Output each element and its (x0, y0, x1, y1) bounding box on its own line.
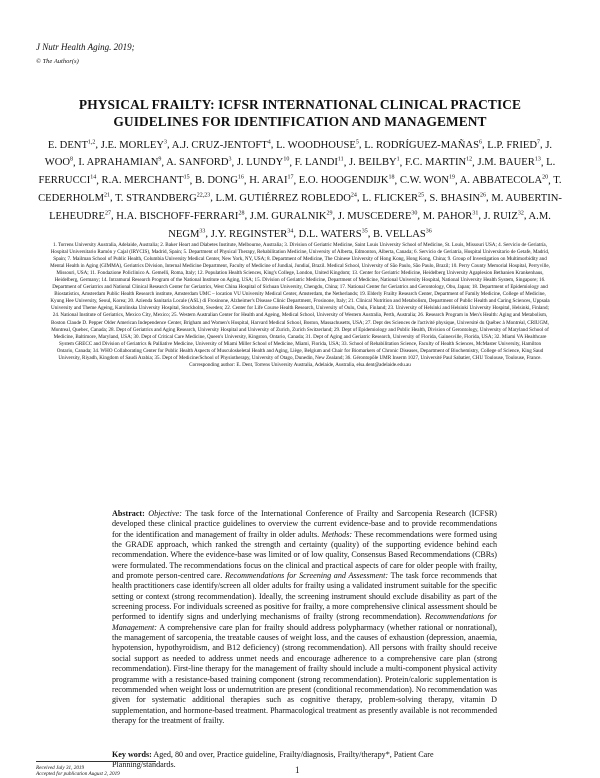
author-name: A.J. CRUZ-JENTOFT (171, 139, 268, 151)
author (249, 175, 293, 186)
copyright-notice: © The Author(s) (36, 58, 79, 65)
article-title (36, 96, 564, 130)
author-name: E. DENT (47, 139, 88, 151)
author-name: L.M. GUTIÉRREZ ROBLEDO (215, 193, 351, 205)
author-affiliation-number: 21 (104, 192, 110, 199)
keywords (112, 750, 497, 771)
author (216, 193, 357, 204)
author-affiliation-number: 20 (542, 174, 549, 181)
author-name: D.L. WATERS (298, 228, 362, 240)
author-affiliation-number: 5 (355, 139, 359, 145)
author-affiliation-number: 12 (466, 156, 473, 163)
author (460, 175, 548, 186)
author (115, 193, 210, 204)
author-name: L. FLICKER (362, 193, 419, 205)
author-name: J. BEILBY (348, 157, 397, 169)
author-list: E. DENT$^{1,2}$, J.E. MORLEY$^3$, A.J. CRUZ-JENTOFT$^4$, L. WOODHOUSE$^5$, L. RODRÍGUEZ-MAÑAS$^6$, L.P. FRIED$^7$, J. WOO$^8$, I. APRAHAMIAN$^9$, A. SANFORD$^3$, J. LUNDY$^{10}$, F. LANDI$^{11}$, J. BEILBY$^1$, F.C. MARTIN$^{12}$, J.M. BAUER$^{13}$, L. FERRUCCI$^{14}$, R.A. MERCHANT$^{15}$, B. DONG$^{16}$, H. ARAI$^{17}$, E.O. HOOGENDIJK$^{18}$, C.W. WON$^{19}$, A. ABBATECOLA$^{20}$, T. CEDERHOLM$^{21}$, T. STRANDBERG$^{22,23}$, L.M. GUTIÉRREZ ROBLEDO$^{24}$, L. FLICKER$^{25}$, S. BHASIN$^{26}$, M. AUBERTIN-LEHEUDRE$^{27}$, H.A. BISCHOFF-FERRARI$^{28}$, J.M. GURALNIK$^{29}$, J. MUSCEDERE$^{30}$, M. PAHOR$^{31}$, J. RUIZ$^{32}$, A.M. NEGM$^{33}$, J.Y. REGINSTER$^{34}$, D.L. WATERS$^{35}$, B. VELLAS$^{36}$ (38, 139, 562, 240)
author (484, 211, 524, 222)
author (276, 140, 359, 151)
author-name: H. ARAI (249, 175, 288, 187)
author (195, 175, 244, 186)
author (349, 157, 400, 168)
author-affiliation-number: 3 (228, 156, 232, 163)
author-affiliation-number: 13 (534, 156, 541, 163)
author-name: I. APRAHAMIAN (78, 157, 159, 169)
author (429, 193, 486, 204)
author (295, 157, 344, 168)
title-line-2: GUIDELINES FOR IDENTIFICATION AND MANAGEMENT (113, 114, 487, 129)
abstract (112, 509, 497, 726)
objective-label: Objective: (148, 509, 182, 518)
author (48, 140, 96, 151)
author (299, 175, 395, 186)
abstract-label: Abstract: (112, 509, 145, 518)
author (373, 229, 432, 240)
author-name: L. WOODHOUSE (276, 139, 356, 151)
author-affiliation-number: 36 (425, 228, 432, 235)
author-name: J.E. MORLEY (100, 139, 164, 151)
author-name: M. PAHOR (422, 210, 473, 222)
management-label: Recommendations for Management: (112, 612, 498, 632)
author-name: J.Y. REGINSTER (210, 228, 288, 240)
author-name: S. BHASIN (429, 193, 481, 205)
author-affiliation-number: 28 (238, 210, 245, 217)
author-affiliation-number: 9 (158, 156, 162, 163)
author-affiliation-number: 3 (164, 139, 167, 145)
author (423, 211, 479, 222)
author-name: L.P. FRIED (487, 139, 538, 151)
author (166, 157, 231, 168)
author-affiliation-number: 17 (287, 174, 294, 181)
author (299, 229, 368, 240)
author-affiliation-number: 26 (480, 192, 487, 199)
author-affiliation-number: 7 (537, 139, 541, 145)
author (400, 175, 455, 186)
accepted-date: Accepted for publication August 2, 2019 (36, 771, 120, 778)
author-affiliation-number: 11 (337, 156, 344, 163)
methods-label: Methods: (321, 529, 353, 539)
author-name: H.A. BISCHOFF-FERRARI (116, 210, 239, 222)
journal-citation: J Nutr Health Aging. 2019; (36, 42, 135, 52)
author (405, 157, 472, 168)
author-affiliation-number: 1,2 (87, 139, 96, 145)
title-line-1: PHYSICAL FRAILTY: ICFSR INTERNATIONAL CLINICAL PRACTICE (78, 97, 522, 112)
screening-label: Recommendations for Screening and Assessment: (224, 571, 389, 581)
author-name: J.M. BAUER (477, 157, 535, 169)
author-affiliation-number: 32 (517, 210, 524, 217)
author-affiliation-number: 19 (448, 174, 455, 181)
author-affiliation-number: 14 (90, 174, 97, 181)
author-affiliation-number: 33 (199, 228, 206, 235)
author (364, 140, 482, 151)
author-name: T. CEDERHOLM (38, 175, 562, 205)
author-name: M. AUBERTIN-LEHEUDRE (49, 193, 562, 222)
author (477, 157, 540, 168)
author-name: J. MUSCEDERE (337, 210, 412, 222)
author-name: E.O. HOOGENDIJK (298, 175, 389, 187)
author-name: A. SANFORD (166, 157, 229, 169)
methods-text: These recommendations were formed using the GRADE approach, which ranked the strength and certainty (quality) of the supporting evidence behind each recommendation. Where the evidence-base was limited or of low quality, Consensus Based Recommendations (CBRs) were formulated. The recommendations focus on the clinical and practical aspects of care for older people with frailty, and promote person-centred care. (112, 529, 497, 581)
author-name: R.A. MERCHANT (101, 175, 184, 187)
footer-rule (36, 761, 156, 762)
author (116, 211, 244, 222)
author-name: B. DONG (194, 175, 238, 187)
keywords-label: Key words: (112, 750, 152, 759)
keywords-text: Aged, 80 and over, Practice guideline, Frailty/diagnosis, Frailty/therapy*, Patient Care Planning/standards. (112, 750, 434, 770)
management-text: A comprehensive care plan for frailty should address polypharmacy (whether rational or nonrational), the management of sarcopenia, the treatable causes of weight loss, and the causes of exhaustion (depression, anaemia, hypotension, hypothyroidism, and B12 deficiency) (strong recommendation). All persons with frailty should receive social support as needed to address unmet needs and encourage adherence to a comprehensive care plan (strong recommendation). First-line therapy for the management of frailty should include a multi-component physical activity programme with a resistance-based training component (strong recommendation). Protein/caloric supplementation is recommended when weight loss or undernutrition are present (conditional recommendation). No recommendation was given for systematic additional therapies such as cognitive therapy, problem-solving therapy, vitamin D supplementation, and hormone-based treatment. Pharmacological treatment as presently available is not recommended therapy for the treatment of frailty. (112, 622, 497, 725)
author-affiliation-number: 31 (472, 210, 479, 217)
author (362, 193, 424, 204)
author (338, 211, 418, 222)
author-name: B. VELLAS (373, 228, 426, 240)
author-name: F. LANDI (294, 157, 338, 169)
author-name: T. STRANDBERG (115, 193, 197, 205)
author-name: J. WOO (44, 139, 553, 169)
author-name: C.W. WON (399, 175, 449, 187)
affiliations: 1. Torrens University Australia, Adelaide, Australia; 2. Baker Heart and Diabetes Institute, Melbourne, Australia; 3. Division of Geriatric Medicine, Saint Louis University School of Medicine, St. Louis, Missouri USA; 4. Servicio de Geriatría, Hospital Universitario Ramón y Cajal (IRYCIS), Madrid, Spain; 5. Department of Physical Therapy, Rehabilitation Medicine, University of Alberta, Edmonton, Alberta, Canada; 6. Servicio de Geriatría, Hospital Universitario de Getafe, Madrid, Spain; 7. Mailman School of Public Health, Columbia University Medical Center, New York, NY, USA; 8. Department of Medicine, The Chinese University of Hong Kong, Hong Kong, China; 9. Group of Investigation on Multimorbidity and Mental Health in Aging (GIMMA), Geriatrics Division, Internal Medicine Department, Faculty of Medicine of Jundiaí, Jundiaí, Brazil. Medical School, University of São Paulo, São Paulo, Brazil; 10. Perry County Memorial Hospital, Perryville, Missouri, USA; 11. Fondazione Policlinico A. Gemelli, Roma, Italy; 12. Population Health Sciences, King's College, London, United Kingdom; 13. Center for Geriatric Medicine, Heidelberg University Agaplesion Bethanien Krankenhaus, Heidelberg, Germany; 14. Intramural Research Program of the National Institute on Aging, USA; 15. Division of Geriatric Medicine, Department of Medicine, National University Hospital, National University Health System, Singapore; 16. Department of Geriatrics and National Clinical Research Center for Geriatrics, West China Hospital of Sichuan University, Chengdu, China; 17. National Center for Geriatrics and Gerontology, Obu, Japan; 18. Department of Epidemiology and Biostatistics, Amsterdam Public Health Research institute, Amsterdam UMC – location VU University Medical Center, Amsterdam, the Netherlands; 19. Elderly Frailty Research Center, Department of Family Medicine, College of Medicine, Kyung Hee University, Seoul, Korea; 20. Azienda Sanitaria Locale (ASL) di Frosinone, Alzheimer's Disease Clinic Department, Frosinone, Italy; 21. Clinical Nutrition and Metabolism, Department of Public Health and Caring Sciences, Uppsala University and Theme Ageing, Karolinska University Hospital, Stockholm, Sweden; 22. Center for Life Course Health Research, University of Oulu, Oulu, Finland; 23. University of Helsinki and Helsinki University Hospital, Helsinki, Finland; 24. National Institute of Geriatrics, Mexico City, Mexico; 25. Western Australian Center for Health and Ageing, Medical School, University of Western Australia, Perth, Australia; 26. Research Program in Men's Health: Aging and Metabolism, Boston Claude D. Pepper Older American Independence Center, Brigham and Women's Hospital, Harvard Medical School, Boston, Massachusetts, USA; 27. Dept des Sciences de l'activité physique, Université du Québec à Montréal, CRIUGM, Montreal, Quebec, Canada; 28. Dept of Geriatrics and Aging Research, University Hospital and University of Zurich, Zurich Switzerland; 29. Dept of Epidemiology and Public Health, Division of Gerontology, University of Maryland School of Medicine, Baltimore, Maryland, USA; 30. Dept of Critical Care Medicine, Queen's University, Kingston, Ontario, Canada; 31. Dept of Aging and Geriatric Research, University of Florida, Gainesville, Florida, USA; 32. Miami VA Healthcare System GRECC and Division of Geriatrics & Palliative Medicine, University of Miami Miller School of Medicine, Miami, Florida, USA; 33. School of Rehabilitation Science, Faculty of Health Sciences, McMaster University, Hamilton Ontario, Canada; 34. WHO Collaborating Center for Public Health Aspects of Musculoskeletal Health and Aging, Liège, Belgium and Chair for Biomarkers of Chronic Diseases, Department of Biochemistry, College of Science, King Saud University, Riyadh, Kingdom of Saudi Arabia; 35. Dept of Medicine/School of Physiotherapy, University of Otago, Dunedin, New Zealand; 36. Gérontopôle UMR Inserm 1027, Université Paul Sabatier, CHU Toulouse, Toulouse, France. Corresponding author: E. Dent, Torrens University Australia, Adelaide, Australia, elsa.dent@adelaide.edu.au (50, 242, 550, 368)
author-affiliation-number: 16 (237, 174, 244, 181)
author-affiliation-number: 34 (287, 228, 294, 235)
author-affiliation-number: 35 (361, 228, 368, 235)
author (211, 229, 294, 240)
author-affiliation-number: 22,23 (196, 192, 211, 199)
author-affiliation-number: 18 (388, 174, 395, 181)
screening-text: The task force recommends that health practitioners case identify/screen all older adults for frailty using a validated instrument suitable for the specific setting or context (strong recommendation). Ideally, the screening instrument should exclude disability as part of the screening process. For individuals screened as positive for frailty, a more comprehensive clinical assessment should be performed to identify signs and underlying mechanisms of frailty (strong recommendation). (112, 571, 497, 622)
author (172, 140, 271, 151)
objective-text: The task force of the International Conference of Frailty and Sarcopenia Research (ICFSR) developed these clinical practice guidelines to overview the current evidence-base and to provide recommendations for the identification and management of frailty in older adults. (112, 509, 497, 539)
author (102, 175, 190, 186)
author-name: L. FERRUCCI (38, 157, 556, 187)
author-affiliation-number: 4 (267, 139, 271, 145)
author-name: J.M. GURALNIK (249, 210, 327, 222)
author-name: J. RUIZ (483, 210, 518, 222)
author-name: A. ABBATECOLA (459, 175, 543, 187)
author (250, 211, 333, 222)
author (101, 140, 167, 151)
author (487, 140, 540, 151)
received-date: Received July 31, 2019 (36, 765, 85, 771)
author-name: L. RODRÍGUEZ-MAÑAS (364, 139, 479, 151)
author-affiliation-number: 25 (418, 192, 425, 199)
author-affiliation-number: 1 (396, 156, 400, 163)
author-affiliation-number: 10 (283, 156, 290, 163)
author-name: F.C. MARTIN (404, 157, 467, 169)
author-affiliation-number: 29 (326, 210, 333, 217)
author-name: J. LUNDY (236, 157, 284, 169)
author (78, 157, 161, 168)
author-name: A.M. NEGM (168, 210, 551, 240)
author-affiliation-number: 30 (411, 210, 418, 217)
author-affiliation-number: 6 (478, 139, 482, 145)
author-affiliation-number: 8 (70, 156, 74, 163)
author (237, 157, 290, 168)
author-affiliation-number: 27 (104, 210, 111, 217)
author-affiliation-number: 15 (183, 174, 190, 181)
author-affiliation-number: 24 (350, 192, 357, 199)
page-number: 1 (295, 765, 300, 775)
